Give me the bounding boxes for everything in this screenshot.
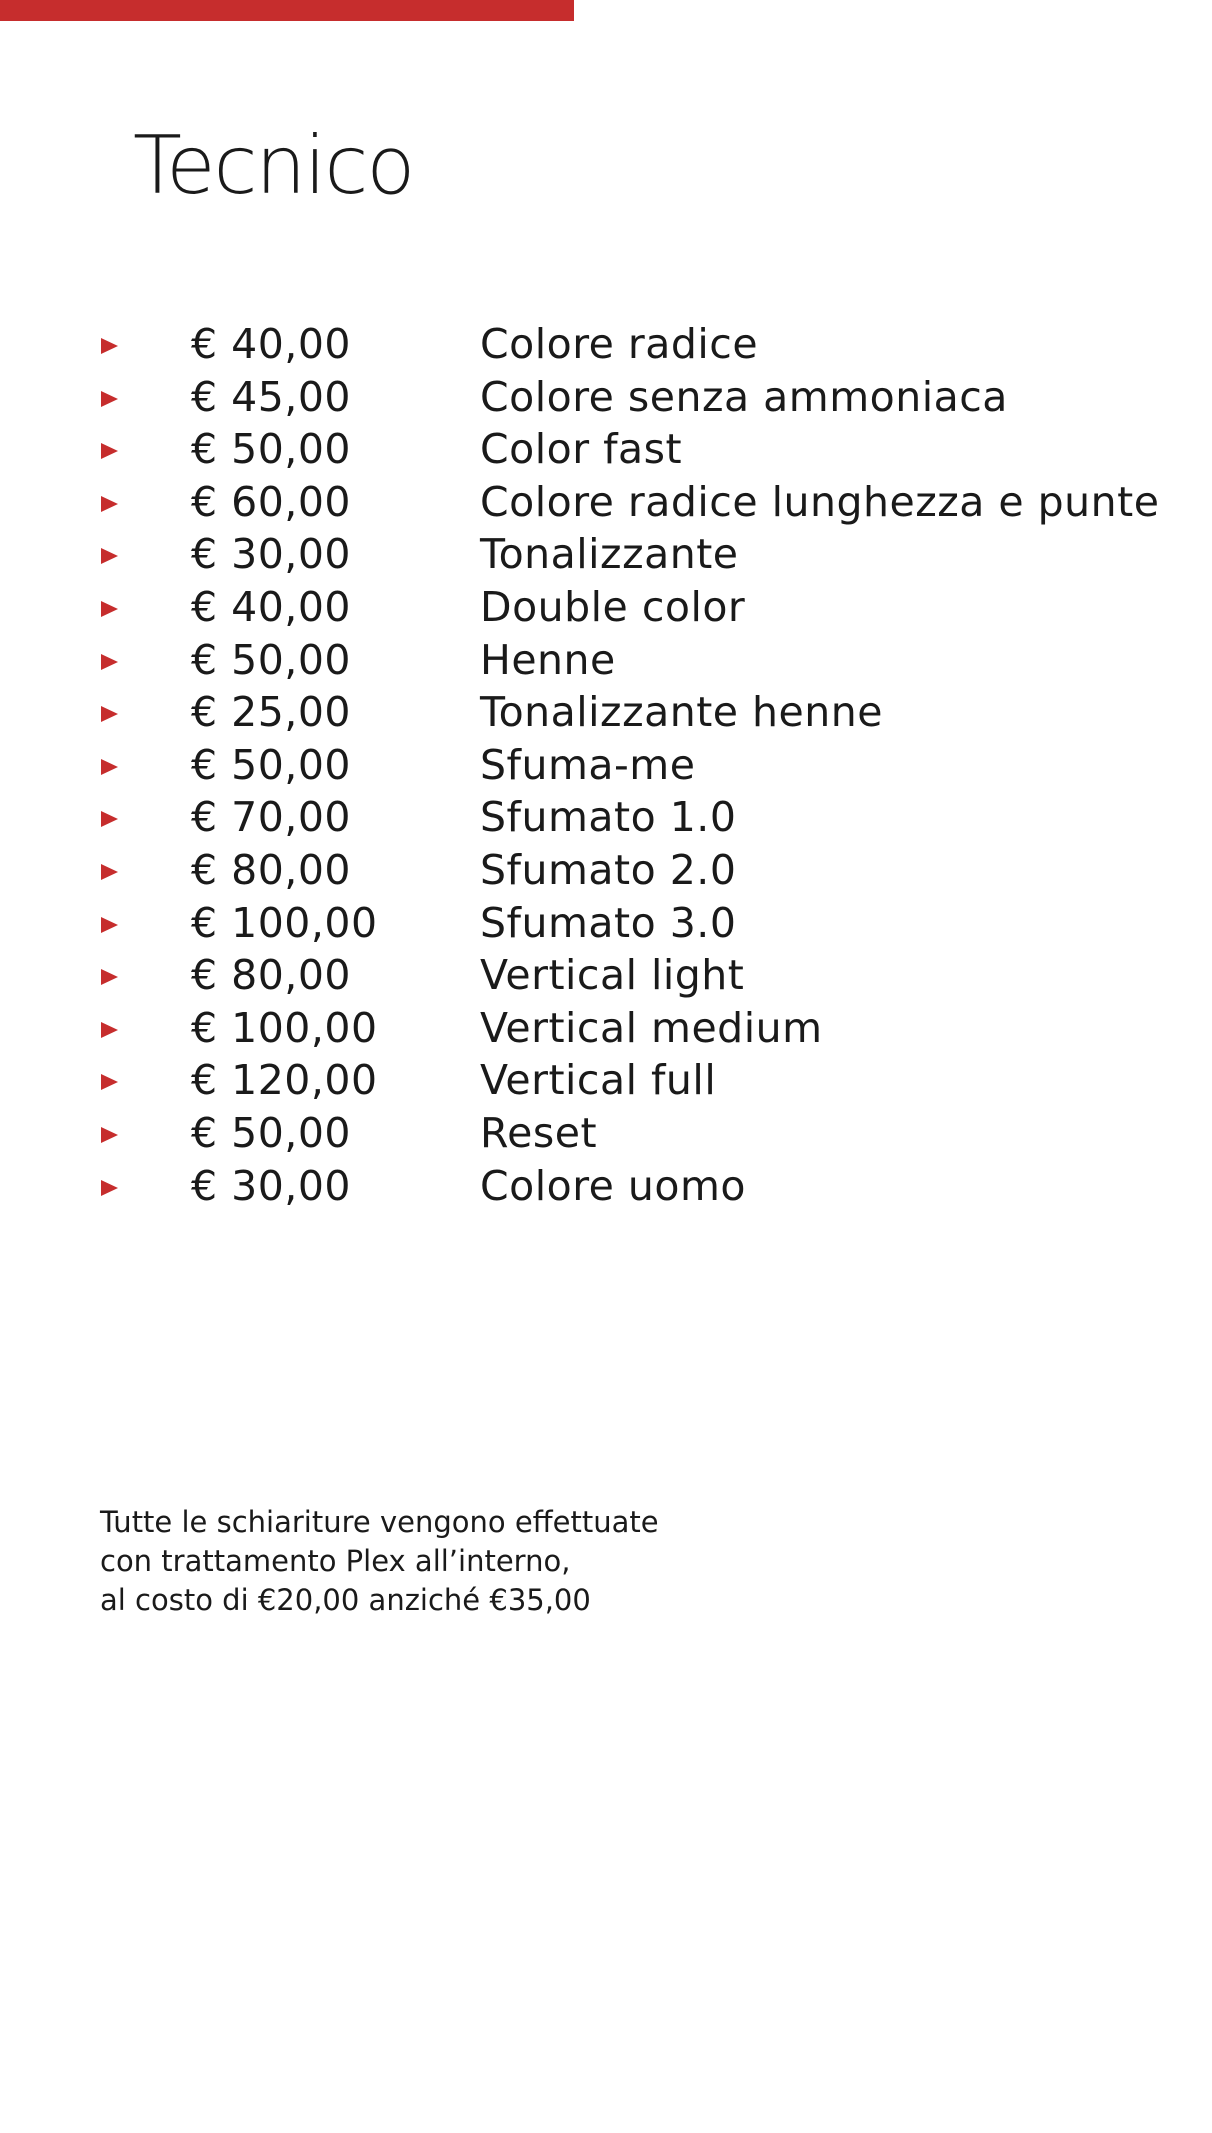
- item-service: Colore radice: [480, 320, 759, 368]
- item-price: € 40,00: [191, 320, 351, 368]
- price-list-item: [0, 528, 1212, 581]
- price-list-item: [0, 1002, 1212, 1055]
- item-service: Vertical medium: [480, 1003, 823, 1052]
- item-service: Tonalizzante: [480, 530, 739, 579]
- price-list-item: [0, 318, 1212, 371]
- item-service: Color fast: [480, 425, 683, 474]
- item-price: € 30,00: [191, 530, 351, 579]
- triangle-bullet-icon: [101, 1180, 118, 1196]
- item-price: € 50,00: [191, 425, 351, 474]
- item-service: Vertical full: [480, 1056, 717, 1105]
- price-list: [0, 318, 1212, 1212]
- item-service: Colore uomo: [480, 1161, 746, 1210]
- item-price: € 50,00: [191, 1108, 351, 1157]
- triangle-bullet-icon: [101, 759, 118, 775]
- note-line: Tutte le schiariture vengono effettuate: [100, 1505, 659, 1539]
- note-line: al costo di €20,00 anziché €35,00: [100, 1583, 591, 1617]
- price-list-item: [0, 949, 1212, 1002]
- price-list-item: [0, 791, 1212, 844]
- item-price: € 100,00: [191, 898, 378, 947]
- item-service: Double color: [480, 582, 746, 631]
- item-price: € 25,00: [191, 688, 351, 737]
- item-service: Sfumato 2.0: [480, 845, 737, 894]
- item-service: Colore radice lunghezza e punte: [480, 477, 1160, 526]
- price-list-item: [0, 476, 1212, 529]
- price-list-item: [0, 423, 1212, 476]
- top-accent-bar: [0, 0, 574, 21]
- item-service: Sfuma-me: [480, 740, 696, 789]
- item-price: € 60,00: [191, 477, 351, 526]
- item-service: Sfumato 1.0: [480, 793, 737, 842]
- item-service: Tonalizzante henne: [480, 688, 883, 737]
- page-title: Tecnico: [133, 119, 414, 212]
- triangle-bullet-icon: [101, 1127, 118, 1143]
- price-list-item: [0, 1160, 1212, 1213]
- item-price: € 70,00: [191, 793, 351, 842]
- triangle-bullet-icon: [101, 864, 118, 880]
- item-service: Reset: [480, 1108, 598, 1157]
- price-list-item: [0, 1054, 1212, 1107]
- price-list-item: [0, 739, 1212, 792]
- item-price: € 120,00: [191, 1056, 378, 1105]
- triangle-bullet-icon: [101, 654, 118, 670]
- price-list-item: [0, 686, 1212, 739]
- price-list-item: [0, 844, 1212, 897]
- triangle-bullet-icon: [101, 338, 118, 354]
- item-price: € 30,00: [191, 1161, 351, 1210]
- plex-treatment-note: [100, 1503, 659, 1620]
- price-list-item: [0, 897, 1212, 950]
- triangle-bullet-icon: [101, 706, 118, 722]
- triangle-bullet-icon: [101, 601, 118, 617]
- item-service: Henne: [480, 635, 616, 684]
- item-price: € 50,00: [191, 635, 351, 684]
- triangle-bullet-icon: [101, 443, 118, 459]
- triangle-bullet-icon: [101, 969, 118, 985]
- triangle-bullet-icon: [101, 1022, 118, 1038]
- price-list-item: [0, 371, 1212, 424]
- item-service: Colore senza ammoniaca: [480, 372, 1008, 421]
- price-list-item: [0, 634, 1212, 687]
- item-price: € 80,00: [191, 951, 351, 1000]
- triangle-bullet-icon: [101, 1074, 118, 1090]
- item-price: € 50,00: [191, 740, 351, 789]
- item-price: € 100,00: [191, 1003, 378, 1052]
- item-price: € 40,00: [191, 582, 351, 631]
- note-line: con trattamento Plex all’interno,: [100, 1544, 571, 1578]
- triangle-bullet-icon: [101, 391, 118, 407]
- item-service: Sfumato 3.0: [480, 898, 737, 947]
- item-price: € 80,00: [191, 845, 351, 894]
- triangle-bullet-icon: [101, 811, 118, 827]
- price-list-item: [0, 1107, 1212, 1160]
- item-price: € 45,00: [191, 372, 351, 421]
- triangle-bullet-icon: [101, 917, 118, 933]
- item-service: Vertical light: [480, 951, 745, 1000]
- triangle-bullet-icon: [101, 548, 118, 564]
- triangle-bullet-icon: [101, 496, 118, 512]
- price-list-item: [0, 581, 1212, 634]
